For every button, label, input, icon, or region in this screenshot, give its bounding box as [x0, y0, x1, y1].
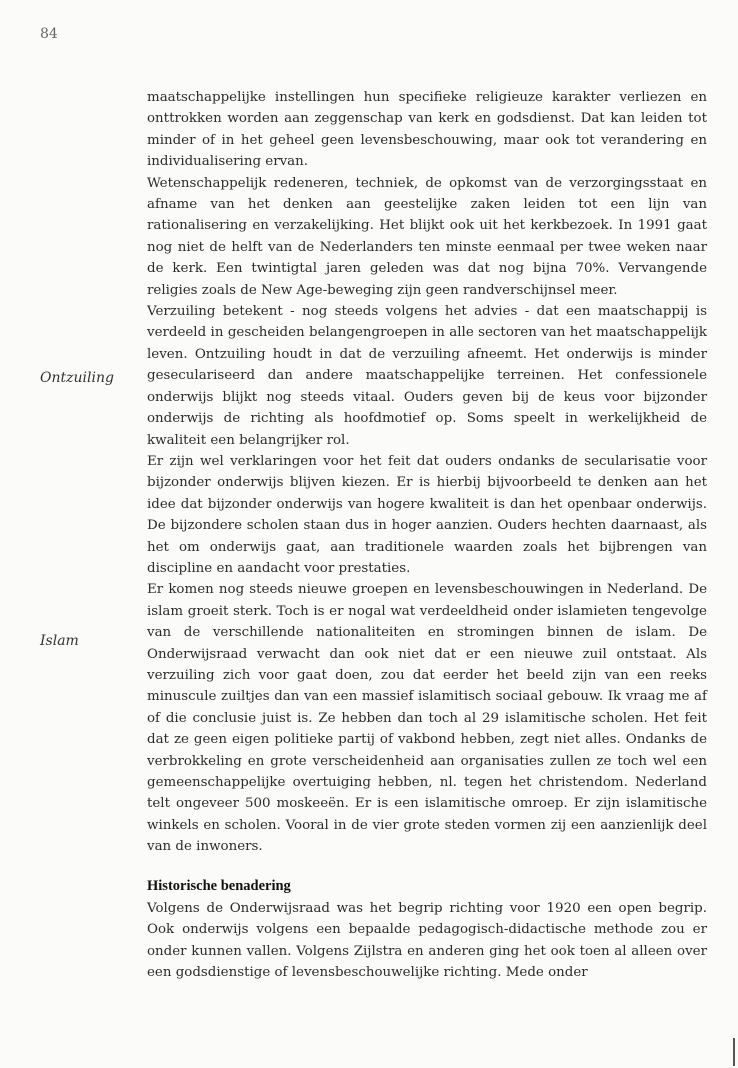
margin-note-ontzuiling: Ontzuiling — [40, 370, 114, 386]
section-paragraph: Volgens de Onderwijsraad was het begrip richting voor 1920 een open begrip. Ook onderwijs volgens een bepaalde pedagogisch-didactische methode zou er onder kunnen vallen. Volgens Zijlstra en anderen ging het ook toen al alleen over een godsdienstige of levensbeschouwelijke richting. Mede onder — [147, 901, 707, 981]
body-text — [147, 87, 707, 984]
page-edge-line — [733, 1038, 735, 1066]
paragraph-2: Wetenschappelijk redeneren, techniek, de opkomst van de verzorgingsstaat en afname van het denken aan geestelijke zaken leiden tot een lijn van rationalisering en verzakelijking. Het blijkt ook uit het kerkbezoek. In 1991 gaat nog niet de helft van de Nederlanders ten minste eenmaal per twee weken naar de kerk. Een twintigtal jaren geleden was dat nog bijna 70%. Vervangende religies zoals de New Age-beweging zijn geen randverschijnsel meer. — [147, 175, 707, 298]
paragraph-5: Er komen nog steeds nieuwe groepen en levensbeschouwingen in Nederland. De islam groeit sterk. Toch is er nogal wat verdeeldheid onder islamieten tengevolge van de verschillende nationaliteiten en stromingen binnen de islam. De Onderwijsraad verwacht dan ook niet dat er een nieuwe zuil ontstaat. Als verzuiling zich voor gaat doen, zou dat eerder het beeld zijn van een reeks minuscule zuiltjes dan van een massief islamitisch sociaal gebouw. Ik vraag me af of die conclusie juist is. Ze hebben dan toch al 29 islamitische scholen. Het feit dat ze geen eigen politieke partij of vakbond hebben, zegt niet alles. Ondanks de verbrokkeling en grote verscheidenheid aan organisaties zullen ze toch wel een gemeenschappelijke overtuiging hebben, nl. tegen het christendom. Nederland telt ongeveer 500 moskeeën. Er is een islamitische omroep. Er zijn islamitische winkels en scholen. Vooral in de vier grote steden vormen zij een aanzienlijk deel van de inwoners. — [147, 582, 707, 855]
paragraph-4: Er zijn wel verklaringen voor het feit dat ouders ondanks de secularisatie voor bijzonder onderwijs blijven kiezen. Er is hierbij bijvoorbeeld te denken aan het idee dat bijzonder onderwijs van hogere kwaliteit is dan het openbaar onderwijs. De bijzondere scholen staan dus in hoger aanzien. Ouders hechten daarnaast, als het om onderwijs gaat, aan traditionele waarden zoals het bijbrengen van discipline en aandacht voor prestaties. — [147, 453, 707, 576]
paragraph-3: Verzuiling betekent - nog steeds volgens het advies - dat een maatschappij is verdeeld in gescheiden belangengroepen in alle sectoren van het maatschappelijk leven. Ontzuiling houdt in dat de verzuiling afneemt. Het onderwijs is minder geseculariseerd dan andere maatschappelijke terreinen. Het confessionele onderwijs blijkt nog steeds vitaal. Ouders geven bij de keus voor bijzonder onderwijs de richting als hoofdmotief op. Soms speelt in werkelijkheid de kwaliteit een belangrijker rol. — [147, 304, 707, 448]
paragraph-1: maatschappelijke instellingen hun specifieke religieuze karakter verliezen en onttrokken worden aan zeggenschap van kerk en godsdienst. Dat kan leiden tot minder of in het geheel geen levensbeschouwing, maar ook tot verandering en individualisering ervan. — [147, 90, 707, 170]
section-heading: Historische benadering — [147, 877, 291, 894]
page-number: 84 — [40, 26, 58, 42]
margin-note-islam: Islam — [40, 633, 79, 649]
